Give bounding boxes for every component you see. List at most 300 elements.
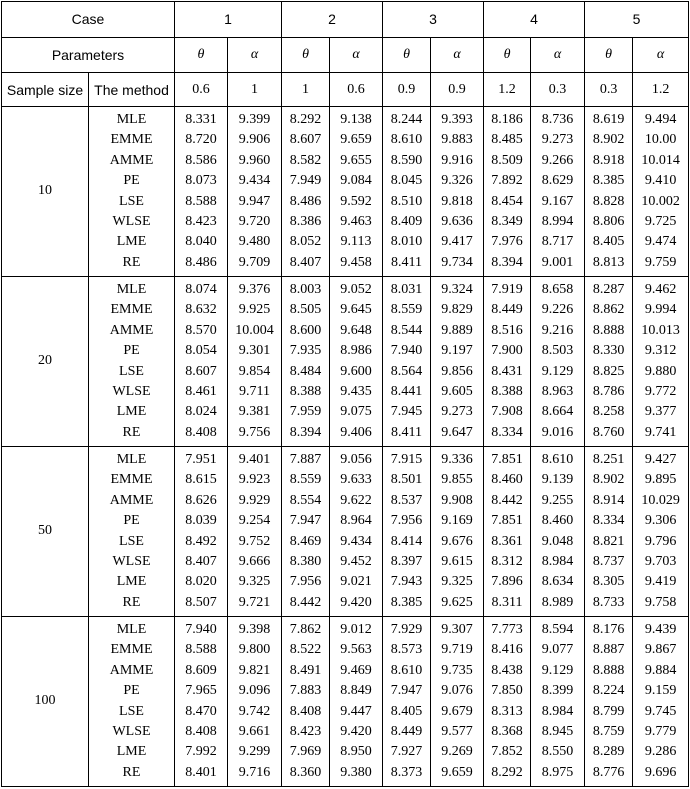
- estimate-value: 8.485: [484, 130, 531, 150]
- estimate-value: 8.610: [531, 446, 585, 470]
- estimate-value: 9.633: [330, 470, 383, 490]
- estimate-value: 8.736: [531, 106, 585, 130]
- estimate-value: 8.632: [175, 300, 228, 320]
- estimate-value: 8.607: [282, 130, 330, 150]
- estimate-value: 9.307: [431, 616, 484, 640]
- estimate-value: 8.626: [175, 491, 228, 511]
- estimate-value: 8.331: [175, 106, 228, 130]
- estimate-value: 8.522: [282, 640, 330, 660]
- table-row: [2, 361, 689, 381]
- header-row-case: [2, 2, 689, 38]
- estimate-value: 8.431: [484, 361, 531, 381]
- method-name: RE: [89, 252, 175, 276]
- estimate-value: 8.074: [175, 276, 228, 300]
- estimate-value: 8.031: [383, 276, 431, 300]
- estimate-value: 9.711: [228, 382, 282, 402]
- estimate-value: 8.423: [175, 212, 228, 232]
- estimate-value: 8.484: [282, 361, 330, 381]
- estimate-value: 7.949: [282, 171, 330, 191]
- estimate-value: 8.501: [383, 470, 431, 490]
- estimate-value: 8.509: [484, 151, 531, 171]
- method-name: PE: [89, 681, 175, 701]
- method-name: PE: [89, 171, 175, 191]
- estimate-value: 8.554: [282, 491, 330, 511]
- estimate-value: 9.703: [633, 552, 689, 572]
- table-row: [2, 106, 689, 130]
- estimate-value: 8.950: [330, 742, 383, 762]
- estimate-value: 9.380: [330, 762, 383, 786]
- estimate-value: 7.852: [484, 742, 531, 762]
- method-name: RE: [89, 592, 175, 616]
- estimate-value: 8.887: [585, 640, 633, 660]
- case-4: 4: [484, 2, 585, 38]
- method-name: RE: [89, 422, 175, 446]
- estimate-value: 7.940: [383, 341, 431, 361]
- estimate-value: 8.454: [484, 191, 531, 211]
- table-row: [2, 491, 689, 511]
- estimate-value: 8.003: [282, 276, 330, 300]
- estimate-value: 8.615: [175, 470, 228, 490]
- estimate-value: 9.636: [431, 212, 484, 232]
- estimate-value: 8.544: [383, 321, 431, 341]
- estimate-value: 9.458: [330, 252, 383, 276]
- table-row: [2, 382, 689, 402]
- method-name: LSE: [89, 361, 175, 381]
- estimate-value: 9.648: [330, 321, 383, 341]
- estimate-value: 9.410: [633, 171, 689, 191]
- alpha-symbol: α: [431, 37, 484, 73]
- method-name: LME: [89, 572, 175, 592]
- estimate-value: 9.435: [330, 382, 383, 402]
- param-value: 1: [228, 73, 282, 107]
- estimate-value: 8.610: [383, 130, 431, 150]
- estimate-value: 8.385: [383, 592, 431, 616]
- estimate-value: 9.906: [228, 130, 282, 150]
- table-row: [2, 232, 689, 252]
- method-name: LME: [89, 402, 175, 422]
- method-name: LSE: [89, 191, 175, 211]
- table-row: [2, 742, 689, 762]
- table-row: [2, 422, 689, 446]
- table-row: [2, 252, 689, 276]
- estimate-value: 8.313: [484, 701, 531, 721]
- estimate-value: 7.947: [383, 681, 431, 701]
- estimate-value: 8.984: [531, 701, 585, 721]
- estimate-value: 9.867: [633, 640, 689, 660]
- table-row: [2, 640, 689, 660]
- estimate-value: 8.634: [531, 572, 585, 592]
- table-row: [2, 592, 689, 616]
- estimate-value: 9.854: [228, 361, 282, 381]
- estimate-value: 9.377: [633, 402, 689, 422]
- estimate-value: 8.664: [531, 402, 585, 422]
- estimate-value: 8.405: [383, 701, 431, 721]
- method-name: WLSE: [89, 722, 175, 742]
- estimate-value: 9.419: [633, 572, 689, 592]
- estimate-value: 8.510: [383, 191, 431, 211]
- estimate-value: 8.760: [585, 422, 633, 446]
- estimate-value: 9.884: [633, 661, 689, 681]
- estimate-value: 8.373: [383, 762, 431, 786]
- table-row: [2, 402, 689, 422]
- estimate-value: 9.758: [633, 592, 689, 616]
- estimate-value: 8.073: [175, 171, 228, 191]
- estimate-value: 7.892: [484, 171, 531, 191]
- estimate-value: 9.734: [431, 252, 484, 276]
- method-name: LSE: [89, 701, 175, 721]
- estimate-value: 8.449: [484, 300, 531, 320]
- estimate-value: 9.855: [431, 470, 484, 490]
- method-name: MLE: [89, 276, 175, 300]
- estimate-value: 8.414: [383, 531, 431, 551]
- case-3: 3: [383, 2, 484, 38]
- estimate-value: 9.745: [633, 701, 689, 721]
- estimate-value: 9.756: [228, 422, 282, 446]
- estimate-value: 9.661: [228, 722, 282, 742]
- estimate-value: 9.772: [633, 382, 689, 402]
- estimate-value: 8.994: [531, 212, 585, 232]
- param-value: 0.3: [585, 73, 633, 107]
- estimate-value: 9.052: [330, 276, 383, 300]
- estimate-value: 9.138: [330, 106, 383, 130]
- estimate-value: 9.463: [330, 212, 383, 232]
- method-name: AMME: [89, 151, 175, 171]
- estimate-value: 9.929: [228, 491, 282, 511]
- estimate-value: 8.312: [484, 552, 531, 572]
- estimate-value: 8.397: [383, 552, 431, 572]
- estimate-value: 9.016: [531, 422, 585, 446]
- estimate-value: 8.405: [585, 232, 633, 252]
- estimate-value: 9.923: [228, 470, 282, 490]
- estimate-value: 8.361: [484, 531, 531, 551]
- parameters-label: Parameters: [2, 37, 175, 73]
- estimate-value: 9.592: [330, 191, 383, 211]
- estimate-value: 9.622: [330, 491, 383, 511]
- estimate-value: 8.658: [531, 276, 585, 300]
- alpha-symbol: α: [330, 37, 383, 73]
- estimate-value: 7.943: [383, 572, 431, 592]
- method-name: PE: [89, 341, 175, 361]
- estimate-value: 8.449: [383, 722, 431, 742]
- estimate-value: 8.629: [531, 171, 585, 191]
- estimate-value: 7.887: [282, 446, 330, 470]
- estimate-value: 9.393: [431, 106, 484, 130]
- table-row: [2, 762, 689, 786]
- table-row: [2, 681, 689, 701]
- estimate-value: 8.888: [585, 321, 633, 341]
- estimate-value: 9.325: [431, 572, 484, 592]
- table-row: [2, 341, 689, 361]
- estimate-value: 8.984: [531, 552, 585, 572]
- method-name: EMME: [89, 130, 175, 150]
- estimate-value: 8.975: [531, 762, 585, 786]
- estimate-value: 8.720: [175, 130, 228, 150]
- estimate-value: 7.862: [282, 616, 330, 640]
- estimate-value: 8.570: [175, 321, 228, 341]
- estimate-value: 9.647: [431, 422, 484, 446]
- estimate-value: 8.408: [282, 701, 330, 721]
- estimate-value: 9.273: [531, 130, 585, 150]
- estimate-value: 7.969: [282, 742, 330, 762]
- alpha-symbol: α: [228, 37, 282, 73]
- estimate-value: 9.439: [633, 616, 689, 640]
- estimate-value: 9.129: [531, 661, 585, 681]
- method-name: PE: [89, 511, 175, 531]
- method-name: MLE: [89, 446, 175, 470]
- estimate-value: 9.821: [228, 661, 282, 681]
- estimate-value: 9.741: [633, 422, 689, 446]
- estimate-value: 7.883: [282, 681, 330, 701]
- case-label: Case: [2, 2, 175, 38]
- estimate-value: 8.385: [585, 171, 633, 191]
- estimate-value: 9.735: [431, 661, 484, 681]
- estimate-value: 8.388: [282, 382, 330, 402]
- estimate-value: 8.287: [585, 276, 633, 300]
- case-5: 5: [585, 2, 689, 38]
- estimate-value: 9.255: [531, 491, 585, 511]
- estimate-value: 8.559: [383, 300, 431, 320]
- estimate-value: 7.850: [484, 681, 531, 701]
- estimate-value: 8.786: [585, 382, 633, 402]
- estimate-value: 9.605: [431, 382, 484, 402]
- estimate-value: 8.582: [282, 151, 330, 171]
- estimate-value: 7.915: [383, 446, 431, 470]
- theta-symbol: θ: [585, 37, 633, 73]
- estimate-value: 8.330: [585, 341, 633, 361]
- estimate-value: 9.075: [330, 402, 383, 422]
- estimate-value: 9.056: [330, 446, 383, 470]
- table-row: [2, 722, 689, 742]
- case-1: 1: [175, 2, 282, 38]
- estimate-value: 9.480: [228, 232, 282, 252]
- estimate-value: 7.956: [383, 511, 431, 531]
- estimate-value: 7.851: [484, 446, 531, 470]
- estimate-value: 9.167: [531, 191, 585, 211]
- estimate-value: 8.609: [175, 661, 228, 681]
- estimate-value: 9.800: [228, 640, 282, 660]
- estimate-value: 7.940: [175, 616, 228, 640]
- estimate-value: 7.945: [383, 402, 431, 422]
- estimate-value: 8.311: [484, 592, 531, 616]
- param-value: 1.2: [484, 73, 531, 107]
- estimate-value: 9.474: [633, 232, 689, 252]
- method-name: RE: [89, 762, 175, 786]
- estimate-value: 8.986: [330, 341, 383, 361]
- estimate-value: 8.516: [484, 321, 531, 341]
- estimate-value: 8.408: [175, 422, 228, 446]
- estimate-value: 8.505: [282, 300, 330, 320]
- estimate-value: 8.586: [175, 151, 228, 171]
- estimate-value: 8.573: [383, 640, 431, 660]
- estimate-value: 10.013: [633, 321, 689, 341]
- estimate-value: 9.759: [633, 252, 689, 276]
- estimate-value: 9.420: [330, 592, 383, 616]
- alpha-symbol: α: [633, 37, 689, 73]
- theta-symbol: θ: [484, 37, 531, 73]
- estimate-value: 10.029: [633, 491, 689, 511]
- estimate-value: 8.486: [175, 252, 228, 276]
- header-row-values: [2, 73, 689, 107]
- estimate-value: 8.442: [282, 592, 330, 616]
- estimate-value: 9.325: [228, 572, 282, 592]
- estimate-value: 8.176: [585, 616, 633, 640]
- method-name: MLE: [89, 106, 175, 130]
- estimate-value: 8.862: [585, 300, 633, 320]
- method-name: LSE: [89, 531, 175, 551]
- method-label: The method: [89, 73, 175, 107]
- estimate-value: 9.625: [431, 592, 484, 616]
- estimate-value: 8.945: [531, 722, 585, 742]
- estimate-value: 9.679: [431, 701, 484, 721]
- estimate-value: 8.963: [531, 382, 585, 402]
- table-row: [2, 300, 689, 320]
- estimate-value: 9.169: [431, 511, 484, 531]
- estimate-value: 10.014: [633, 151, 689, 171]
- estimate-value: 8.052: [282, 232, 330, 252]
- estimate-value: 8.407: [175, 552, 228, 572]
- estimate-value: 9.001: [531, 252, 585, 276]
- estimate-value: 9.096: [228, 681, 282, 701]
- table-row: [2, 616, 689, 640]
- estimate-value: 9.084: [330, 171, 383, 191]
- estimate-value: 8.460: [484, 470, 531, 490]
- estimate-value: 9.916: [431, 151, 484, 171]
- estimate-value: 8.828: [585, 191, 633, 211]
- sample-size-value: 10: [2, 106, 89, 276]
- estimate-value: 8.394: [484, 252, 531, 276]
- estimate-value: 9.399: [228, 106, 282, 130]
- table-row: [2, 446, 689, 470]
- estimate-value: 7.851: [484, 511, 531, 531]
- estimate-value: 9.076: [431, 681, 484, 701]
- sample-size-value: 20: [2, 276, 89, 446]
- estimate-value: 8.305: [585, 572, 633, 592]
- estimate-value: 9.796: [633, 531, 689, 551]
- estimate-value: 9.563: [330, 640, 383, 660]
- table-row: [2, 276, 689, 300]
- estimate-value: 8.368: [484, 722, 531, 742]
- estimate-value: 9.818: [431, 191, 484, 211]
- table-row: [2, 171, 689, 191]
- table-row: [2, 552, 689, 572]
- estimate-value: 9.494: [633, 106, 689, 130]
- estimate-value: 8.806: [585, 212, 633, 232]
- estimate-value: 9.048: [531, 531, 585, 551]
- estimate-value: 9.077: [531, 640, 585, 660]
- estimate-value: 9.336: [431, 446, 484, 470]
- estimate-value: 8.469: [282, 531, 330, 551]
- estimate-value: 8.759: [585, 722, 633, 742]
- estimate-value: 8.244: [383, 106, 431, 130]
- param-value: 1: [282, 73, 330, 107]
- estimate-value: 8.610: [383, 661, 431, 681]
- estimate-value: 8.559: [282, 470, 330, 490]
- estimate-value: 9.742: [228, 701, 282, 721]
- method-name: EMME: [89, 300, 175, 320]
- estimate-value: 8.416: [484, 640, 531, 660]
- estimate-value: 9.266: [531, 151, 585, 171]
- estimate-value: 9.376: [228, 276, 282, 300]
- estimate-value: 9.994: [633, 300, 689, 320]
- estimate-value: 8.717: [531, 232, 585, 252]
- sample-size-label: Sample size: [2, 73, 89, 107]
- estimate-value: 9.381: [228, 402, 282, 422]
- estimate-value: 9.709: [228, 252, 282, 276]
- estimate-value: 8.186: [484, 106, 531, 130]
- estimate-value: 7.947: [282, 511, 330, 531]
- estimate-value: 8.409: [383, 212, 431, 232]
- estimate-value: 7.919: [484, 276, 531, 300]
- estimate-value: 8.408: [175, 722, 228, 742]
- estimate-value: 9.947: [228, 191, 282, 211]
- estimate-value: 7.951: [175, 446, 228, 470]
- estimate-value: 8.507: [175, 592, 228, 616]
- estimate-value: 8.442: [484, 491, 531, 511]
- estimate-value: 9.462: [633, 276, 689, 300]
- estimate-value: 8.825: [585, 361, 633, 381]
- estimate-value: 9.299: [228, 742, 282, 762]
- estimate-value: 9.895: [633, 470, 689, 490]
- estimate-value: 8.902: [585, 130, 633, 150]
- estimate-value: 9.434: [228, 171, 282, 191]
- estimate-value: 9.880: [633, 361, 689, 381]
- estimate-value: 9.645: [330, 300, 383, 320]
- estimate-value: 9.721: [228, 592, 282, 616]
- table-row: [2, 130, 689, 150]
- estimate-value: 7.896: [484, 572, 531, 592]
- estimate-value: 8.964: [330, 511, 383, 531]
- estimate-value: 9.139: [531, 470, 585, 490]
- method-name: WLSE: [89, 212, 175, 232]
- method-name: AMME: [89, 661, 175, 681]
- table-row: [2, 572, 689, 592]
- estimate-value: 9.659: [330, 130, 383, 150]
- table-row: [2, 191, 689, 211]
- param-value: 0.6: [175, 73, 228, 107]
- estimate-value: 9.960: [228, 151, 282, 171]
- estimate-value: 7.773: [484, 616, 531, 640]
- estimate-value: 8.470: [175, 701, 228, 721]
- estimate-value: 8.010: [383, 232, 431, 252]
- estimate-value: 8.399: [531, 681, 585, 701]
- estimate-value: 9.779: [633, 722, 689, 742]
- estimate-value: 9.197: [431, 341, 484, 361]
- estimate-value: 8.334: [585, 511, 633, 531]
- estimate-value: 8.380: [282, 552, 330, 572]
- estimate-value: 8.989: [531, 592, 585, 616]
- estimate-value: 8.600: [282, 321, 330, 341]
- estimate-value: 8.251: [585, 446, 633, 470]
- estimate-value: 9.676: [431, 531, 484, 551]
- estimate-value: 8.492: [175, 531, 228, 551]
- estimate-value: 8.607: [175, 361, 228, 381]
- estimate-value: 7.900: [484, 341, 531, 361]
- param-value: 0.9: [431, 73, 484, 107]
- estimate-value: 8.918: [585, 151, 633, 171]
- estimate-value: 9.254: [228, 511, 282, 531]
- estimate-value: 7.992: [175, 742, 228, 762]
- estimate-value: 7.935: [282, 341, 330, 361]
- estimate-value: 8.289: [585, 742, 633, 762]
- estimate-value: 8.914: [585, 491, 633, 511]
- estimate-value: 9.908: [431, 491, 484, 511]
- estimate-value: 7.959: [282, 402, 330, 422]
- estimate-value: 8.423: [282, 722, 330, 742]
- estimate-value: 8.224: [585, 681, 633, 701]
- estimate-value: 8.258: [585, 402, 633, 422]
- table-row: [2, 701, 689, 721]
- estimate-value: 8.776: [585, 762, 633, 786]
